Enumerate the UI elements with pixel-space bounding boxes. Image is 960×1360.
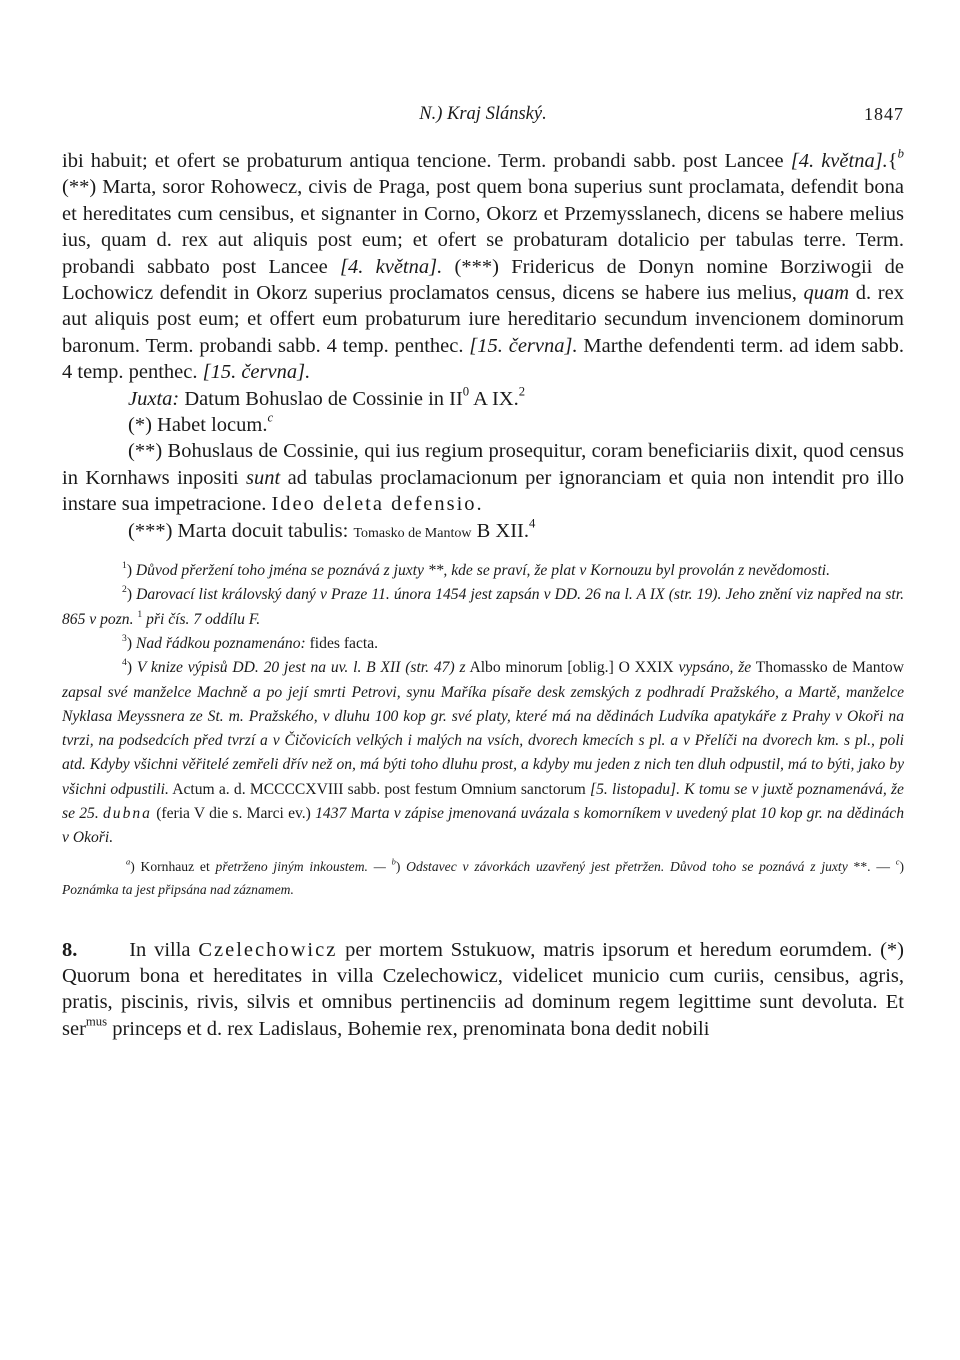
paragraph-juxta	[62, 386, 904, 412]
text-run: (**) Bohuslaus de Cossinie, qui ius regium prosequitur, coram beneficiariis dixit, quod census in Kornhaws inpositi	[62, 440, 904, 489]
text-run: (*) Habet locum.	[128, 414, 268, 437]
paragraph-habet	[62, 412, 904, 438]
date-note: [4. května].	[339, 255, 443, 278]
text-run: ) Kornhauz et	[130, 858, 216, 874]
paragraph-entries	[62, 148, 904, 386]
paren: )	[899, 858, 904, 874]
subnote-text: Poznámka ta jest připsána nad záznamem.	[62, 881, 294, 897]
latin-text: Albo minorum [oblig.] O XXIX	[465, 659, 679, 677]
text-run: Datum Bohuslao de Cossinie in II	[179, 387, 463, 410]
paragraph-marta	[62, 518, 904, 547]
paren: )	[126, 634, 136, 652]
footnote-ref: 4	[528, 516, 536, 531]
latin-text: Thomassko de Mantow	[751, 659, 904, 677]
paren: )	[126, 586, 137, 604]
text-run: A IX.	[469, 387, 519, 410]
latin-text: (feria V die s. Marci ev.)	[151, 805, 316, 823]
subnote-text: Odstavec v závorkách uzavřený jest přetržen. Důvod toho se poznává z juxty	[406, 858, 854, 874]
page-content	[62, 98, 904, 1042]
footnote-text: 1437 Marta v zápise jmenovaná uvázala s komorníkem v uvedený plat 10 kop gr. na dědinách v Okoři.	[62, 805, 904, 847]
section-8	[62, 937, 904, 1043]
bracket: {	[887, 150, 898, 172]
running-title: N.) Kraj Slánský.	[419, 104, 547, 124]
footnote-ref: b	[897, 146, 904, 161]
spaced-text: dubna	[102, 805, 152, 823]
superscript: 1	[137, 608, 143, 620]
footnote-3	[62, 632, 904, 656]
emphasis: quam	[803, 282, 850, 305]
text-run: (***) Fridericus de Donyn nomine Borziwogii de Lochowicz defendit in Okorz superius proclamatos census, dicens se habere ius melius,	[62, 255, 904, 305]
text-run: d. rex aut aliquis post eum; et offert eum probaturum iure hereditario secundum invencionem dominorum baronum. Term. probandi sabb. 4 temp. penthec.	[62, 282, 904, 357]
small-text: Tomasko de Mantow	[353, 525, 472, 541]
footnote-ref: c	[267, 410, 274, 425]
footnote-text: Darovací list královský daný v Praze 11. února 1454 jest zapsán v DD. 26 na l. A IX (str. 19). Jeho znění viz napřed na str. 865 v pozn.	[62, 586, 904, 628]
text-run: ibi habuit; et ofert se probaturum antiqua tencione. Term. probandi sabb. post Lancee	[62, 150, 791, 172]
footnote-1	[62, 559, 904, 583]
footnote-2	[62, 583, 904, 632]
superscript: 0	[462, 384, 470, 399]
superscript: mus	[85, 1014, 108, 1029]
paragraph-bohuslaus	[62, 438, 904, 517]
section-number: 8.	[62, 938, 78, 961]
juxta-label: Juxta:	[128, 387, 180, 410]
text-run: (**) Marta, soror Rohowecz, civis de Praga, post quem bona superius sunt proclamata, defendit bona et hereditates cum censibus, et signanter in Corno, Okorz et Przemysslanech, dicens se habere melius ius, quam d. rex aut aliquis post eum; et ofert se probaturam dotalicio per tabulas terre. Term. probandi sabbato post Lancee	[62, 176, 904, 278]
subnotes	[62, 855, 904, 901]
text-run: (***) Marta docuit tabulis:	[128, 519, 354, 542]
paren: )	[126, 562, 136, 580]
footnote-number: 3	[122, 632, 127, 644]
footnote-text: zapsal své manželce Machně a po její smrti Petrovi, synu Maříka písaře desk zemských z podhradí Pražského, a Martě, manželce Nyklasa Meyssnera ze St. m. Pražského, v dluhu 100 kop gr. své platy, které má na dědinách Ludvíka apatykáře z Prahy v Okoři na tvrzi, na podsedcích před tvrzí a v Čičovicích velkých i malých na vsích, dvorech kmecích s pl. a v Přelíči na dvorech km. s pl., poli atd. Kdyby všichni věřitelé zemřeli dřív než on, má býti toho dluhu prost, a kdyby mu jeden z nich ten dluh odpustil, má to býti, jako by všichni odpustili.	[62, 683, 904, 798]
text-run: per mortem Sstukuow, matris ipsorum et heredum eorumdem. (*) Quorum bona et hereditates in villa Czelechowicz, videlicet municio cum curiis, censibus, agris, pratis, piscinis, rivis, silvis et omnibus pertinenciis ad dominum regem legittime sunt devoluta. Et ser	[62, 938, 904, 1040]
footnote-text: V knize výpisů DD. 20 jest na uv. l. B XII (str. 47) z	[136, 659, 466, 677]
footnote-text: vypsáno, že	[678, 659, 752, 677]
subnote-text: přetrženo jiným inkoustem. —	[215, 858, 392, 874]
main-text	[62, 148, 904, 547]
latin-text: Actum a. d. MCCCCXVIII sabb. post festum Omnium sanctorum	[168, 780, 591, 798]
subnote-line	[62, 855, 904, 901]
subnote-letter: a	[126, 856, 131, 867]
footnote-4	[62, 656, 904, 850]
section-8-paragraph	[62, 937, 904, 1043]
text-run: ad tabulas proclamacionum per ignoranciam et quia non intendit pro illo instare sua impetracione.	[62, 466, 904, 516]
text-run: princeps et d. rex Ladislaus, Bohemie rex, prenominata bona dedit nobili	[107, 1017, 710, 1040]
footnote-ref: 2	[518, 384, 526, 399]
emphasis: sunt	[246, 466, 281, 489]
footnote-text: Důvod přeržení toho jména se poznává z juxty **, kde se praví, že plat v Kornouzu byl provolán z nevědomosti.	[135, 562, 831, 580]
text-run: **. —	[853, 858, 896, 874]
footnotes	[62, 559, 904, 851]
footnote-number: 4	[122, 657, 127, 669]
footnote-text: Nad řádkou poznamenáno:	[135, 634, 306, 652]
spaced-text: Ideo deleta defensio.	[271, 493, 484, 516]
date-note: [15. června].	[202, 361, 311, 384]
paren: )	[395, 858, 407, 874]
page-number: 1847	[864, 104, 904, 124]
footnote-number: 1	[122, 559, 127, 571]
footnote-text: při čís. 7 oddílu F.	[142, 610, 261, 628]
running-header	[62, 98, 904, 128]
footnote-text: [5. listopadu]. K tomu se v juxtě poznamenává, že se 25.	[62, 780, 904, 823]
subnote-letter: b	[391, 856, 396, 867]
spaced-text: Czelechowicz	[198, 938, 338, 961]
text-run: B XII.	[471, 519, 529, 542]
latin-text: fides facta.	[305, 634, 379, 652]
text-run: In villa	[121, 938, 199, 961]
date-note: [15. června].	[469, 334, 578, 357]
text-run: Marthe defendenti term. ad idem sabb. 4 temp. penthec.	[62, 334, 904, 384]
paren: )	[126, 659, 137, 677]
subnote-letter: c	[895, 856, 900, 867]
date-note: [4. května].	[790, 150, 888, 172]
footnote-number: 2	[122, 584, 127, 596]
